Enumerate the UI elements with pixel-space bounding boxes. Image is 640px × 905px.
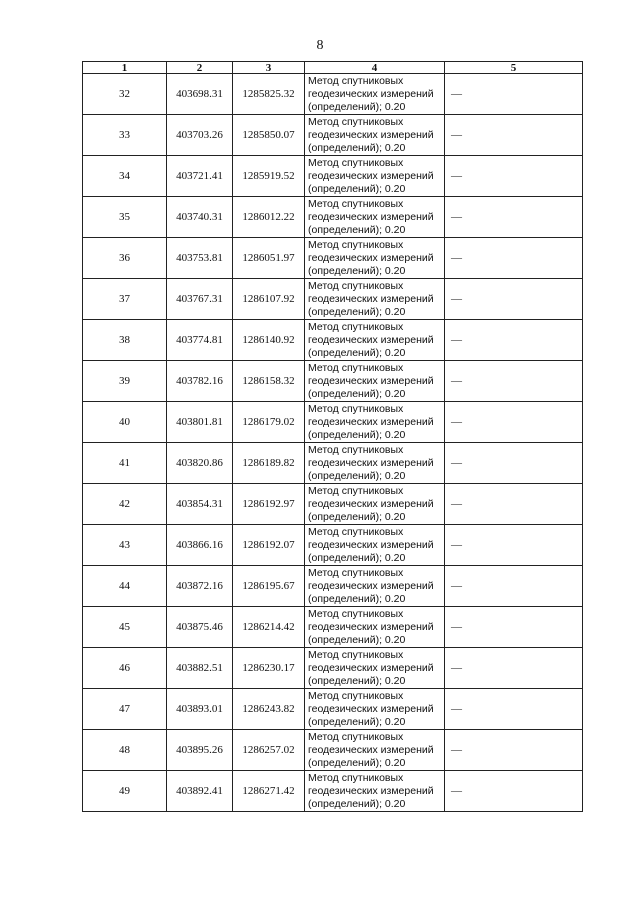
method-line: Метод спутниковых — [308, 443, 404, 456]
method-line: геодезических измерений — [308, 210, 434, 223]
x-coordinate-cell: 403820.86 — [167, 443, 233, 484]
method-line: (определений); 0.20 — [308, 797, 406, 810]
method-line: геодезических измерений — [308, 415, 434, 428]
note-cell: — — [445, 689, 583, 730]
point-number-cell: 46 — [83, 648, 167, 689]
note-cell: — — [445, 279, 583, 320]
table-row — [83, 402, 583, 443]
note-cell: — — [445, 443, 583, 484]
method-line: (определений); 0.20 — [308, 551, 406, 564]
y-coordinate-cell: 1286051.97 — [233, 238, 305, 279]
note-cell: — — [445, 484, 583, 525]
method-cell — [305, 730, 445, 771]
table-row — [83, 607, 583, 648]
method-line: (определений); 0.20 — [308, 100, 406, 113]
y-coordinate-cell: 1286158.32 — [233, 361, 305, 402]
note-cell: — — [445, 607, 583, 648]
y-coordinate-cell: 1286107.92 — [233, 279, 305, 320]
table-body — [83, 74, 583, 812]
method-cell — [305, 115, 445, 156]
method-line: Метод спутниковых — [308, 648, 404, 661]
note-cell: — — [445, 566, 583, 607]
x-coordinate-cell: 403872.16 — [167, 566, 233, 607]
x-coordinate-cell: 403774.81 — [167, 320, 233, 361]
table-row — [83, 156, 583, 197]
y-coordinate-cell: 1285850.07 — [233, 115, 305, 156]
method-cell — [305, 525, 445, 566]
point-number-cell: 43 — [83, 525, 167, 566]
point-number-cell: 41 — [83, 443, 167, 484]
x-coordinate-cell: 403703.26 — [167, 115, 233, 156]
method-line: геодезических измерений — [308, 579, 434, 592]
table-row — [83, 74, 583, 115]
method-line: Метод спутниковых — [308, 607, 404, 620]
method-line: геодезических измерений — [308, 497, 434, 510]
point-number-cell: 40 — [83, 402, 167, 443]
point-number-cell: 37 — [83, 279, 167, 320]
method-line: Метод спутниковых — [308, 279, 404, 292]
method-line: Метод спутниковых — [308, 689, 404, 702]
method-cell — [305, 361, 445, 402]
point-number-cell: 39 — [83, 361, 167, 402]
method-line: Метод спутниковых — [308, 74, 404, 87]
method-line: (определений); 0.20 — [308, 592, 406, 605]
method-line: Метод спутниковых — [308, 361, 404, 374]
note-cell: — — [445, 525, 583, 566]
point-number-cell: 34 — [83, 156, 167, 197]
method-line: Метод спутниковых — [308, 238, 404, 251]
method-cell — [305, 648, 445, 689]
table-row — [83, 771, 583, 812]
method-line: (определений); 0.20 — [308, 756, 406, 769]
method-line: геодезических измерений — [308, 702, 434, 715]
point-number-cell: 32 — [83, 74, 167, 115]
y-coordinate-cell: 1286195.67 — [233, 566, 305, 607]
method-cell — [305, 156, 445, 197]
method-line: (определений); 0.20 — [308, 182, 406, 195]
x-coordinate-cell: 403753.81 — [167, 238, 233, 279]
table-header — [83, 62, 583, 74]
table-row — [83, 279, 583, 320]
point-number-cell: 38 — [83, 320, 167, 361]
method-line: Метод спутниковых — [308, 197, 404, 210]
coordinates-table — [82, 61, 583, 812]
y-coordinate-cell: 1285825.32 — [233, 74, 305, 115]
method-line: (определений); 0.20 — [308, 674, 406, 687]
column-header: 4 — [305, 62, 445, 74]
note-cell: — — [445, 648, 583, 689]
note-cell: — — [445, 115, 583, 156]
method-line: геодезических измерений — [308, 87, 434, 100]
note-cell: — — [445, 730, 583, 771]
note-cell: — — [445, 402, 583, 443]
point-number-cell: 35 — [83, 197, 167, 238]
header-row — [83, 62, 583, 74]
method-cell — [305, 74, 445, 115]
x-coordinate-cell: 403882.51 — [167, 648, 233, 689]
y-coordinate-cell: 1286271.42 — [233, 771, 305, 812]
method-cell — [305, 238, 445, 279]
method-line: (определений); 0.20 — [308, 715, 406, 728]
method-cell — [305, 484, 445, 525]
table-row — [83, 730, 583, 771]
table-row — [83, 484, 583, 525]
x-coordinate-cell: 403782.16 — [167, 361, 233, 402]
method-line: Метод спутниковых — [308, 156, 404, 169]
x-coordinate-cell: 403875.46 — [167, 607, 233, 648]
method-line: Метод спутниковых — [308, 115, 404, 128]
y-coordinate-cell: 1286189.82 — [233, 443, 305, 484]
x-coordinate-cell: 403698.31 — [167, 74, 233, 115]
method-cell — [305, 279, 445, 320]
table-row — [83, 648, 583, 689]
method-line: (определений); 0.20 — [308, 387, 406, 400]
table-row — [83, 566, 583, 607]
point-number-cell: 47 — [83, 689, 167, 730]
x-coordinate-cell: 403767.31 — [167, 279, 233, 320]
method-line: (определений); 0.20 — [308, 346, 406, 359]
point-number-cell: 44 — [83, 566, 167, 607]
method-line: геодезических измерений — [308, 292, 434, 305]
method-line: геодезических измерений — [308, 251, 434, 264]
x-coordinate-cell: 403892.41 — [167, 771, 233, 812]
point-number-cell: 36 — [83, 238, 167, 279]
table-row — [83, 320, 583, 361]
table-row — [83, 443, 583, 484]
y-coordinate-cell: 1286243.82 — [233, 689, 305, 730]
method-line: (определений); 0.20 — [308, 264, 406, 277]
x-coordinate-cell: 403801.81 — [167, 402, 233, 443]
y-coordinate-cell: 1286214.42 — [233, 607, 305, 648]
point-number-cell: 45 — [83, 607, 167, 648]
method-cell — [305, 566, 445, 607]
method-line: Метод спутниковых — [308, 730, 404, 743]
method-line: геодезических измерений — [308, 128, 434, 141]
method-line: геодезических измерений — [308, 743, 434, 756]
page-number: 8 — [316, 38, 324, 53]
method-line: (определений); 0.20 — [308, 510, 406, 523]
point-number-cell: 33 — [83, 115, 167, 156]
column-header: 1 — [83, 62, 167, 74]
y-coordinate-cell: 1286192.07 — [233, 525, 305, 566]
note-cell: — — [445, 320, 583, 361]
method-line: (определений); 0.20 — [308, 305, 406, 318]
x-coordinate-cell: 403893.01 — [167, 689, 233, 730]
method-line: геодезических измерений — [308, 784, 434, 797]
x-coordinate-cell: 403854.31 — [167, 484, 233, 525]
method-line: геодезических измерений — [308, 620, 434, 633]
method-line: Метод спутниковых — [308, 402, 404, 415]
table-row — [83, 197, 583, 238]
note-cell: — — [445, 771, 583, 812]
y-coordinate-cell: 1286257.02 — [233, 730, 305, 771]
method-line: геодезических измерений — [308, 661, 434, 674]
note-cell: — — [445, 361, 583, 402]
table-row — [83, 689, 583, 730]
method-line: (определений); 0.20 — [308, 223, 406, 236]
note-cell: — — [445, 238, 583, 279]
method-cell — [305, 320, 445, 361]
column-header: 3 — [233, 62, 305, 74]
y-coordinate-cell: 1286012.22 — [233, 197, 305, 238]
method-line: геодезических измерений — [308, 374, 434, 387]
method-line: (определений); 0.20 — [308, 141, 406, 154]
method-cell — [305, 402, 445, 443]
table-row — [83, 361, 583, 402]
point-number-cell: 42 — [83, 484, 167, 525]
table-row — [83, 115, 583, 156]
y-coordinate-cell: 1286192.97 — [233, 484, 305, 525]
table-row — [83, 238, 583, 279]
method-line: Метод спутниковых — [308, 320, 404, 333]
method-line: геодезических измерений — [308, 456, 434, 469]
method-line: Метод спутниковых — [308, 771, 404, 784]
table-row — [83, 525, 583, 566]
y-coordinate-cell: 1286140.92 — [233, 320, 305, 361]
method-line: геодезических измерений — [308, 169, 434, 182]
method-line: (определений); 0.20 — [308, 633, 406, 646]
method-line: (определений); 0.20 — [308, 428, 406, 441]
method-line: Метод спутниковых — [308, 525, 404, 538]
method-cell — [305, 443, 445, 484]
y-coordinate-cell: 1286230.17 — [233, 648, 305, 689]
method-cell — [305, 197, 445, 238]
method-line: Метод спутниковых — [308, 566, 404, 579]
method-line: (определений); 0.20 — [308, 469, 406, 482]
x-coordinate-cell: 403721.41 — [167, 156, 233, 197]
point-number-cell: 48 — [83, 730, 167, 771]
method-line: геодезических измерений — [308, 538, 434, 551]
y-coordinate-cell: 1286179.02 — [233, 402, 305, 443]
y-coordinate-cell: 1285919.52 — [233, 156, 305, 197]
x-coordinate-cell: 403895.26 — [167, 730, 233, 771]
x-coordinate-cell: 403866.16 — [167, 525, 233, 566]
method-cell — [305, 607, 445, 648]
method-line: Метод спутниковых — [308, 484, 404, 497]
method-cell — [305, 771, 445, 812]
x-coordinate-cell: 403740.31 — [167, 197, 233, 238]
column-header: 5 — [445, 62, 583, 74]
column-header: 2 — [167, 62, 233, 74]
method-line: геодезических измерений — [308, 333, 434, 346]
note-cell: — — [445, 156, 583, 197]
point-number-cell: 49 — [83, 771, 167, 812]
note-cell: — — [445, 74, 583, 115]
note-cell: — — [445, 197, 583, 238]
method-cell — [305, 689, 445, 730]
